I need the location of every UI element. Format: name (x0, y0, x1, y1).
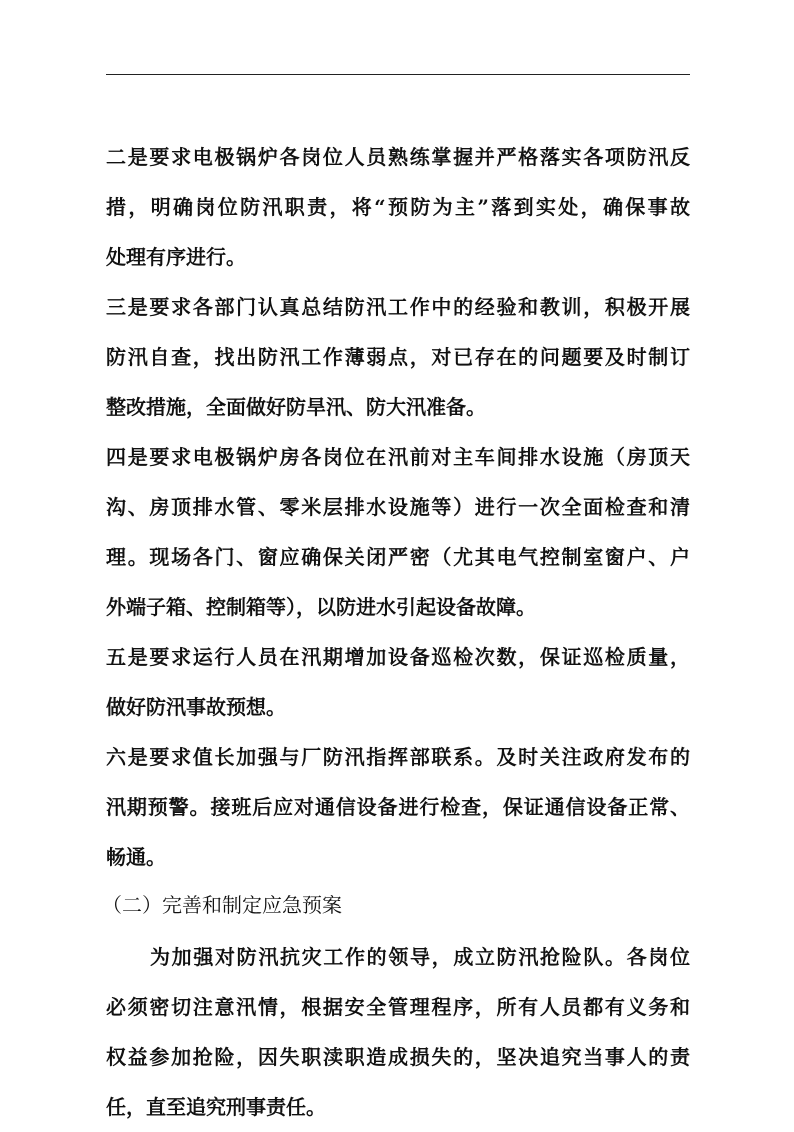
paragraph-line: 为加强对防汛抗灾工作的领导，成立防汛抢险队。各岗位 (150, 945, 690, 969)
paragraph-item-3 (106, 282, 690, 432)
paragraph-item-5 (106, 632, 690, 732)
paragraph-line: 四是要求电极锅炉房各岗位在汛前对主车间排水设施（房顶天 (106, 445, 690, 469)
paragraph-line: 权益参加抢险，因失职渎职造成损失的，坚决追究当事人的责 (106, 1045, 690, 1069)
paragraph-line: 五是要求运行人员在汛期增加设备巡检次数，保证巡检质量， (106, 645, 690, 669)
paragraph-line: 整改措施，全面做好防旱汛、防大汛准备。 (106, 395, 486, 419)
paragraph-line: 外端子箱、控制箱等），以防进水引起设备故障。 (106, 595, 536, 619)
closing-paragraph (106, 932, 690, 1132)
paragraph-item-6 (106, 732, 690, 882)
paragraph-item-2 (106, 132, 690, 282)
section-heading: （二）完善和制定应急预案 (102, 893, 342, 917)
paragraph-line: 畅通。 (106, 845, 166, 869)
header-rule (106, 74, 690, 75)
paragraph-line: 三是要求各部门认真总结防汛工作中的经验和教训，积极开展 (106, 295, 690, 319)
paragraph-line: 六是要求值长加强与厂防汛指挥部联系。及时关注政府发布的 (106, 745, 690, 769)
paragraph-line: 措，明确岗位防汛职责，将“预防为主”落到实处，确保事故 (106, 195, 690, 219)
paragraph-item-4 (106, 432, 690, 632)
paragraph-line: 理。现场各门、窗应确保关闭严密（尤其电气控制室窗户、户 (106, 545, 690, 569)
paragraph-line: 任，直至追究刑事责任。 (106, 1095, 326, 1119)
page-body (102, 132, 690, 1132)
paragraph-line: 沟、房顶排水管、零米层排水设施等）进行一次全面检查和清 (106, 495, 690, 519)
paragraph-line: 做好防汛事故预想。 (106, 695, 286, 719)
paragraph-line: 防汛自查，找出防汛工作薄弱点，对已存在的问题要及时制订 (106, 345, 690, 369)
paragraph-line: 二是要求电极锅炉各岗位人员熟练掌握并严格落实各项防汛反 (106, 145, 690, 169)
paragraph-line: 处理有序进行。 (106, 245, 246, 269)
paragraph-line: 必须密切注意汛情，根据安全管理程序，所有人员都有义务和 (106, 995, 690, 1019)
paragraph-line: 汛期预警。接班后应对通信设备进行检查，保证通信设备正常、 (106, 795, 690, 819)
